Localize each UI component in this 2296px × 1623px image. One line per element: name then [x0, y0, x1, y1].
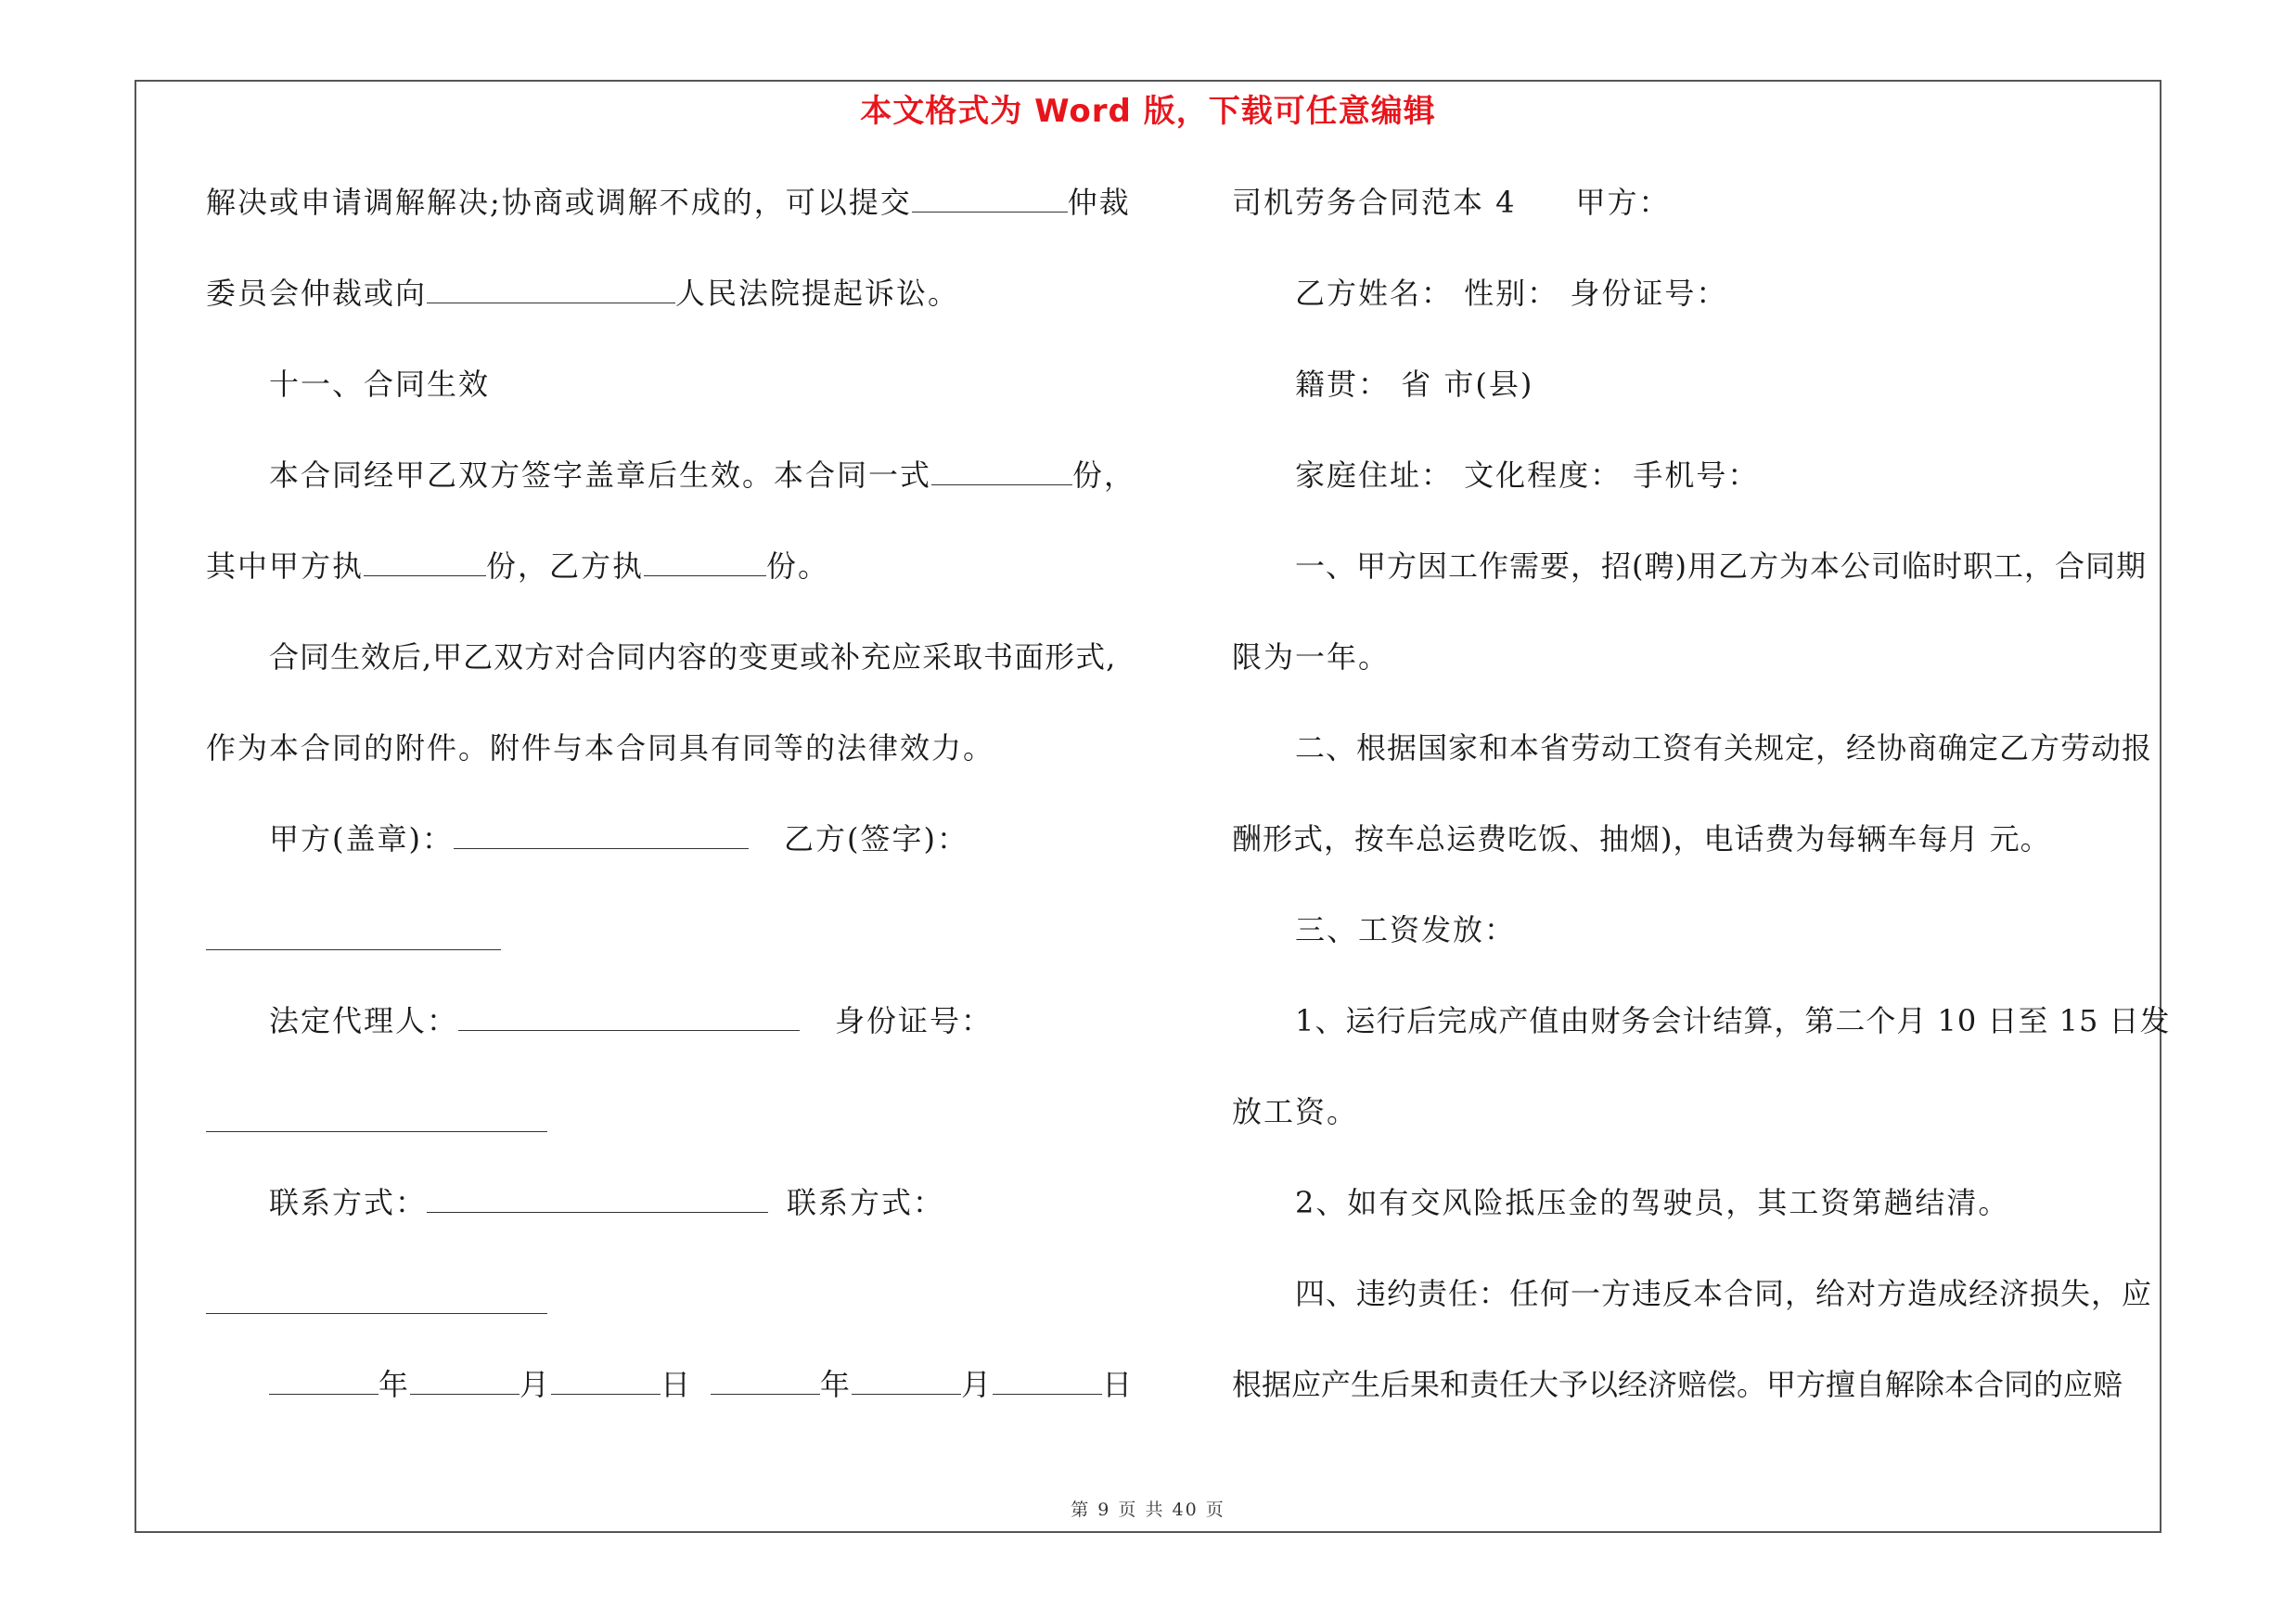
fill-blank [852, 1366, 961, 1395]
text-span: 年 [378, 1367, 411, 1402]
fill-blank [427, 275, 675, 303]
fill-blank [206, 1312, 547, 1314]
paragraph-line: 四、违约责任：任何一方违反本合同，给对方造成经济损失，应 [1295, 1276, 2153, 1311]
text-span: 乙方(签字)： [783, 821, 968, 857]
text-span: 解决或申请调解解决;协商或调解不成的，可以提交 [206, 185, 912, 220]
paragraph-line: 作为本合同的附件。附件与本合同具有同等的法律效力。 [206, 730, 995, 766]
text-span: 甲方： [1575, 185, 1671, 220]
contract-title: 司机劳务合同范本 4 [1232, 185, 1517, 220]
paragraph-line: 合同生效后,甲乙双方对合同内容的变更或补充应采取书面形式, [269, 639, 1117, 675]
paragraph-line: 家庭住址： 文化程度： 手机号： [1295, 457, 1760, 493]
signature-line [269, 1002, 993, 1039]
paragraph-line [206, 184, 1131, 221]
text-span: 委员会仲裁或向 [206, 276, 428, 311]
fill-blank [931, 457, 1072, 485]
text-span: 份， [1072, 457, 1136, 493]
fill-blank [458, 1002, 800, 1031]
signature-line [269, 1184, 944, 1221]
paragraph-line: 放工资。 [1232, 1094, 1359, 1129]
text-span: 日 [661, 1367, 693, 1402]
fill-blank [711, 1366, 820, 1395]
text-span: 日 [1102, 1367, 1135, 1402]
paragraph-line: 2、如有交风险抵压金的驾驶员，其工资第趟结清。 [1295, 1185, 2010, 1220]
paragraph-line [206, 275, 959, 312]
text-span: 人民法院提起诉讼。 [675, 276, 960, 311]
text-span: 甲方(盖章)： [269, 821, 454, 857]
text-span: 月 [961, 1367, 994, 1402]
page-number: 第 9 页 共 40 页 [1071, 1500, 1225, 1520]
text-span: 身份证号： [835, 1003, 994, 1038]
text-span: 份，乙方执 [486, 548, 645, 584]
fill-blank [551, 1366, 661, 1395]
paragraph-line: 1、运行后完成产值由财务会计结算，第二个月 10 日至 15 日发 [1295, 1003, 2171, 1038]
paragraph-line: 根据应产生后果和责任大予以经济赔偿。甲方擅自解除本合同的应赔 [1232, 1367, 2123, 1402]
paragraph-line: 一、甲方因工作需要，招(聘)用乙方为本公司临时职工，合同期 [1295, 548, 2147, 584]
paragraph-line [206, 547, 829, 585]
fill-blank [410, 1366, 519, 1395]
paragraph-line: 籍贯： 省 市(县) [1295, 367, 1534, 402]
fill-blank [993, 1366, 1102, 1395]
date-line [269, 1366, 1134, 1403]
text-span: 仲裁 [1067, 185, 1131, 220]
paragraph-line [269, 457, 1135, 494]
fill-blank [912, 184, 1068, 213]
fill-blank [206, 948, 501, 950]
section-heading: 十一、合同生效 [269, 367, 491, 402]
text-span: 其中甲方执 [206, 548, 365, 584]
paragraph-line: 三、工资发放： [1295, 912, 1517, 947]
fill-blank [364, 547, 486, 576]
format-banner: 本文格式为 Word 版，下载可任意编辑 [860, 93, 1436, 130]
text-span: 联系方式： [269, 1185, 428, 1220]
text-span: 本合同经甲乙双方签字盖章后生效。本合同一式 [269, 457, 932, 493]
fill-blank [644, 547, 766, 576]
text-span: 月 [519, 1367, 552, 1402]
text-span: 法定代理人： [269, 1003, 459, 1038]
paragraph-line [1232, 184, 1671, 221]
text-span: 份。 [766, 548, 830, 584]
paragraph-line: 二、根据国家和本省劳动工资有关规定，经协商确定乙方劳动报 [1295, 730, 2153, 766]
paragraph-line: 酬形式，按车总运费吃饭、抽烟)，电话费为每辆车每月 元。 [1232, 821, 2051, 857]
text-span: 联系方式： [787, 1185, 945, 1220]
fill-blank [269, 1366, 378, 1395]
fill-blank [454, 820, 749, 849]
fill-blank [206, 1130, 547, 1132]
paragraph-line: 乙方姓名： 性别： 身份证号： [1295, 276, 1728, 311]
signature-line [269, 820, 968, 857]
text-span: 年 [820, 1367, 853, 1402]
fill-blank [427, 1184, 768, 1213]
paragraph-line: 限为一年。 [1232, 639, 1391, 675]
